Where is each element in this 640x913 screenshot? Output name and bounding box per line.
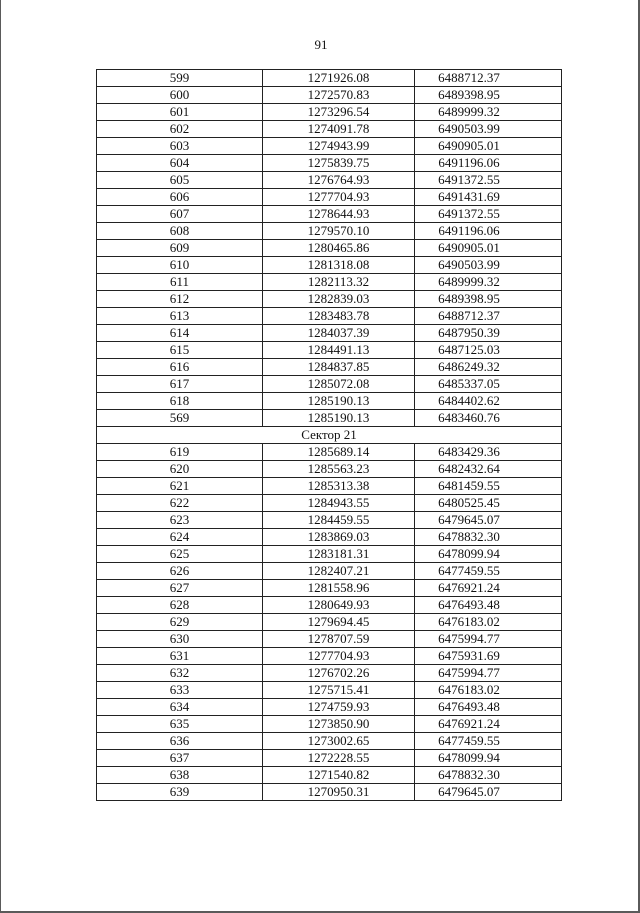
x-coordinate-cell: 1278644.93 [263,206,415,223]
point-number-cell: 634 [97,699,263,716]
x-coordinate-cell: 1272570.83 [263,87,415,104]
table-row [97,444,562,461]
x-coordinate-cell: 1276764.93 [263,172,415,189]
table-row [97,546,562,563]
point-number-cell: 609 [97,240,263,257]
x-coordinate-cell: 1270950.31 [263,784,415,801]
x-coordinate-cell: 1281558.96 [263,580,415,597]
x-coordinate-cell: 1279570.10 [263,223,415,240]
table-row [97,529,562,546]
x-coordinate-cell: 1280649.93 [263,597,415,614]
point-number-cell: 613 [97,308,263,325]
x-coordinate-cell: 1276702.26 [263,665,415,682]
table-row [97,155,562,172]
y-coordinate-cell: 6478099.94 [415,750,562,767]
table-row [97,240,562,257]
y-coordinate-cell: 6488712.37 [415,308,562,325]
y-coordinate-cell: 6491372.55 [415,206,562,223]
point-number-cell: 618 [97,393,263,410]
point-number-cell: 629 [97,614,263,631]
x-coordinate-cell: 1279694.45 [263,614,415,631]
table-row [97,121,562,138]
table-row [97,172,562,189]
x-coordinate-cell: 1282839.03 [263,291,415,308]
table-row [97,512,562,529]
y-coordinate-cell: 6489398.95 [415,87,562,104]
point-number-cell: 599 [97,70,263,87]
table-row [97,359,562,376]
page-number: 91 [314,37,328,52]
point-number-cell: 624 [97,529,263,546]
x-coordinate-cell: 1277704.93 [263,648,415,665]
point-number-cell: 607 [97,206,263,223]
x-coordinate-cell: 1273002.65 [263,733,415,750]
point-number-cell: 608 [97,223,263,240]
point-number-cell: 612 [97,291,263,308]
y-coordinate-cell: 6490905.01 [415,240,562,257]
point-number-cell: 627 [97,580,263,597]
table-row [97,784,562,801]
y-coordinate-cell: 6488712.37 [415,70,562,87]
x-coordinate-cell: 1285563.23 [263,461,415,478]
point-number-cell: 601 [97,104,263,121]
x-coordinate-cell: 1285190.13 [263,410,415,427]
table-row [97,648,562,665]
sector-header-row [97,427,562,444]
y-coordinate-cell: 6489398.95 [415,291,562,308]
y-coordinate-cell: 6490503.99 [415,121,562,138]
table-row [97,563,562,580]
y-coordinate-cell: 6478099.94 [415,546,562,563]
table-row [97,104,562,121]
table-row [97,325,562,342]
sector-label: Сектор 21 [97,427,562,444]
x-coordinate-cell: 1285689.14 [263,444,415,461]
x-coordinate-cell: 1282113.32 [263,274,415,291]
y-coordinate-cell: 6476493.48 [415,699,562,716]
table-row [97,87,562,104]
table-row [97,410,562,427]
y-coordinate-cell: 6476921.24 [415,716,562,733]
table-row [97,716,562,733]
y-coordinate-cell: 6491431.69 [415,189,562,206]
table-row [97,733,562,750]
point-number-cell: 604 [97,155,263,172]
coordinates-table [96,69,562,801]
y-coordinate-cell: 6483460.76 [415,410,562,427]
x-coordinate-cell: 1285190.13 [263,393,415,410]
point-number-cell: 615 [97,342,263,359]
point-number-cell: 600 [97,87,263,104]
point-number-cell: 619 [97,444,263,461]
y-coordinate-cell: 6491196.06 [415,155,562,172]
point-number-cell: 630 [97,631,263,648]
y-coordinate-cell: 6485337.05 [415,376,562,393]
point-number-cell: 620 [97,461,263,478]
table-row [97,274,562,291]
y-coordinate-cell: 6476183.02 [415,614,562,631]
table-row [97,223,562,240]
y-coordinate-cell: 6481459.55 [415,478,562,495]
point-number-cell: 626 [97,563,263,580]
table-row [97,206,562,223]
table-row [97,138,562,155]
y-coordinate-cell: 6479645.07 [415,784,562,801]
coordinates-table-body [97,70,562,801]
table-row [97,393,562,410]
table-row [97,342,562,359]
point-number-cell: 616 [97,359,263,376]
table-row [97,580,562,597]
y-coordinate-cell: 6475994.77 [415,665,562,682]
table-row [97,461,562,478]
point-number-cell: 617 [97,376,263,393]
table-row [97,750,562,767]
x-coordinate-cell: 1271926.08 [263,70,415,87]
x-coordinate-cell: 1275715.41 [263,682,415,699]
x-coordinate-cell: 1274091.78 [263,121,415,138]
point-number-cell: 631 [97,648,263,665]
table-row [97,376,562,393]
y-coordinate-cell: 6475931.69 [415,648,562,665]
x-coordinate-cell: 1273296.54 [263,104,415,121]
table-row [97,308,562,325]
x-coordinate-cell: 1278707.59 [263,631,415,648]
y-coordinate-cell: 6486249.32 [415,359,562,376]
point-number-cell: 628 [97,597,263,614]
y-coordinate-cell: 6487950.39 [415,325,562,342]
y-coordinate-cell: 6479645.07 [415,512,562,529]
x-coordinate-cell: 1283483.78 [263,308,415,325]
x-coordinate-cell: 1280465.86 [263,240,415,257]
point-number-cell: 611 [97,274,263,291]
x-coordinate-cell: 1273850.90 [263,716,415,733]
point-number-cell: 606 [97,189,263,206]
table-row [97,291,562,308]
y-coordinate-cell: 6478832.30 [415,767,562,784]
y-coordinate-cell: 6478832.30 [415,529,562,546]
table-row [97,597,562,614]
x-coordinate-cell: 1284459.55 [263,512,415,529]
y-coordinate-cell: 6490905.01 [415,138,562,155]
point-number-cell: 622 [97,495,263,512]
x-coordinate-cell: 1284037.39 [263,325,415,342]
point-number-cell: 637 [97,750,263,767]
x-coordinate-cell: 1285313.38 [263,478,415,495]
y-coordinate-cell: 6480525.45 [415,495,562,512]
x-coordinate-cell: 1277704.93 [263,189,415,206]
point-number-cell: 633 [97,682,263,699]
x-coordinate-cell: 1284837.85 [263,359,415,376]
table-row [97,257,562,274]
table-row [97,665,562,682]
y-coordinate-cell: 6487125.03 [415,342,562,359]
y-coordinate-cell: 6477459.55 [415,733,562,750]
x-coordinate-cell: 1284943.55 [263,495,415,512]
point-number-cell: 632 [97,665,263,682]
table-row [97,189,562,206]
x-coordinate-cell: 1283181.31 [263,546,415,563]
y-coordinate-cell: 6477459.55 [415,563,562,580]
point-number-cell: 603 [97,138,263,155]
point-number-cell: 639 [97,784,263,801]
y-coordinate-cell: 6491372.55 [415,172,562,189]
x-coordinate-cell: 1284491.13 [263,342,415,359]
point-number-cell: 636 [97,733,263,750]
point-number-cell: 621 [97,478,263,495]
point-number-cell: 623 [97,512,263,529]
point-number-cell: 610 [97,257,263,274]
y-coordinate-cell: 6483429.36 [415,444,562,461]
point-number-cell: 605 [97,172,263,189]
point-number-cell: 625 [97,546,263,563]
table-row [97,478,562,495]
x-coordinate-cell: 1282407.21 [263,563,415,580]
point-number-cell: 638 [97,767,263,784]
x-coordinate-cell: 1283869.03 [263,529,415,546]
x-coordinate-cell: 1272228.55 [263,750,415,767]
point-number-cell: 602 [97,121,263,138]
table-row [97,70,562,87]
table-row [97,495,562,512]
x-coordinate-cell: 1281318.08 [263,257,415,274]
point-number-cell: 569 [97,410,263,427]
y-coordinate-cell: 6476921.24 [415,580,562,597]
point-number-cell: 635 [97,716,263,733]
y-coordinate-cell: 6489999.32 [415,274,562,291]
y-coordinate-cell: 6491196.06 [415,223,562,240]
document-page [1,0,638,911]
x-coordinate-cell: 1274943.99 [263,138,415,155]
y-coordinate-cell: 6489999.32 [415,104,562,121]
table-row [97,614,562,631]
x-coordinate-cell: 1274759.93 [263,699,415,716]
y-coordinate-cell: 6476183.02 [415,682,562,699]
y-coordinate-cell: 6490503.99 [415,257,562,274]
table-row [97,767,562,784]
y-coordinate-cell: 6484402.62 [415,393,562,410]
y-coordinate-cell: 6476493.48 [415,597,562,614]
table-row [97,631,562,648]
table-row [97,682,562,699]
y-coordinate-cell: 6482432.64 [415,461,562,478]
x-coordinate-cell: 1271540.82 [263,767,415,784]
table-row [97,699,562,716]
y-coordinate-cell: 6475994.77 [415,631,562,648]
x-coordinate-cell: 1285072.08 [263,376,415,393]
x-coordinate-cell: 1275839.75 [263,155,415,172]
point-number-cell: 614 [97,325,263,342]
